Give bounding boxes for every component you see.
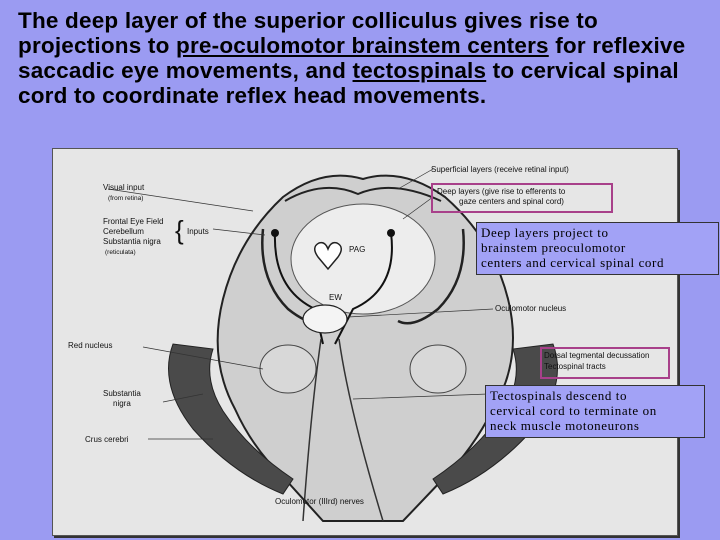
label-superficial-layers: Superficial layers (receive retinal input) (431, 165, 569, 174)
label-tectospinal-tracts: Tectospinal tracts (544, 362, 606, 371)
label-deep-layers-2: gaze centers and spinal cord) (459, 197, 564, 206)
callout-deep-layers: Deep layers project to brainstem preoculomotor centers and cervical spinal cord (476, 222, 719, 275)
label-red-nucleus: Red nucleus (68, 341, 113, 350)
callout-tectospinals: Tectospinals descend to cervical cord to terminate on neck muscle motoneurons (485, 385, 705, 438)
brace-inputs: { (175, 215, 184, 245)
label-substantia: Substantia (103, 389, 141, 398)
label-oculomotor-nerves: Oculomotor (IIIrd) nerves (275, 497, 364, 506)
label-pag: PAG (349, 245, 366, 254)
red-nucleus-left (260, 345, 316, 393)
label-visual-input: Visual input (103, 183, 145, 192)
label-inputs: Inputs (187, 227, 209, 236)
label-cerebellum: Cerebellum (103, 227, 144, 236)
label-oculomotor-nucleus: Oculomotor nucleus (495, 304, 567, 313)
label-deep-layers-1: Deep layers (give rise to efferents to (437, 187, 566, 196)
label-substantia-nigra-inputs: Substantia nigra (103, 237, 161, 246)
oculomotor-nucleus (303, 305, 347, 333)
red-nucleus-right (410, 345, 466, 393)
label-frontal-eye-field: Frontal Eye Field (103, 217, 164, 226)
label-dorsal-tegmental-decussation: Dorsal tegmental decussation (544, 351, 650, 360)
label-reticulata: (reticulata) (105, 249, 136, 256)
label-from-retina: (from retina) (108, 195, 144, 202)
pag-region (291, 204, 435, 314)
midbrain-section-figure (52, 148, 678, 536)
label-nigra: nigra (113, 399, 131, 408)
label-ew: EW (329, 293, 342, 302)
slide-title: The deep layer of the superior colliculus gives rise to projections to pre-oculomotor brainstem centers for reflexive saccadic eye movements, and tectospinals to cervical spinal cord to coordinate reflex head movements. (18, 8, 686, 108)
label-crus-cerebri: Crus cerebri (85, 435, 129, 444)
